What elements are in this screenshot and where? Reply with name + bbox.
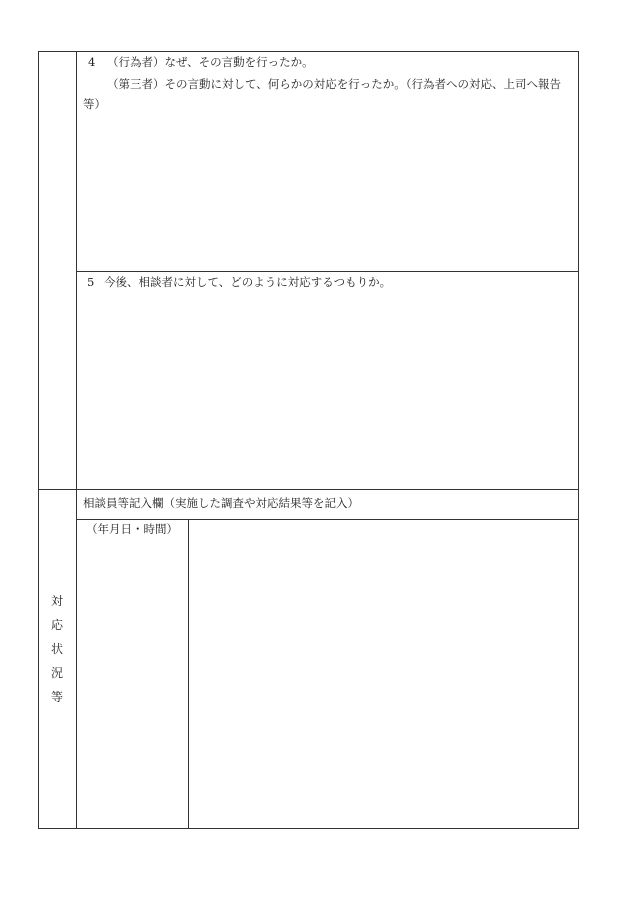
response-label-char: 対	[50, 594, 63, 608]
q4-third-party-question: （第三者）その言動に対して、何らかの対応を行ったか。（行為者への対応、上司へ報告	[107, 77, 562, 91]
consultation-form-table	[38, 51, 579, 829]
table-border-bottom	[38, 828, 579, 829]
date-time-column-label: （年月日・時間）	[86, 522, 178, 536]
q4-number: 4	[88, 55, 96, 69]
q4-third-party-question-continued: 等）	[83, 97, 106, 111]
response-label-char: 等	[50, 690, 63, 704]
table-border-right	[578, 51, 579, 829]
response-label-char: 応	[50, 618, 63, 632]
label-column-divider	[76, 51, 77, 829]
q4-actor-question: （行為者）なぜ、その言動を行ったか。	[107, 55, 314, 69]
response-status-label	[38, 589, 76, 709]
date-column-divider	[188, 519, 189, 829]
q5-number: 5	[87, 275, 95, 289]
response-label-char: 状	[50, 642, 63, 656]
q5-question: 今後、相談者に対して、どのように対応するつもりか。	[104, 275, 392, 289]
table-border-left	[38, 51, 39, 829]
section-divider	[38, 489, 579, 490]
counselor-entry-heading: 相談員等記入欄（実施した調査や対応結果等を記入）	[83, 496, 359, 510]
response-label-char: 況	[50, 666, 63, 680]
